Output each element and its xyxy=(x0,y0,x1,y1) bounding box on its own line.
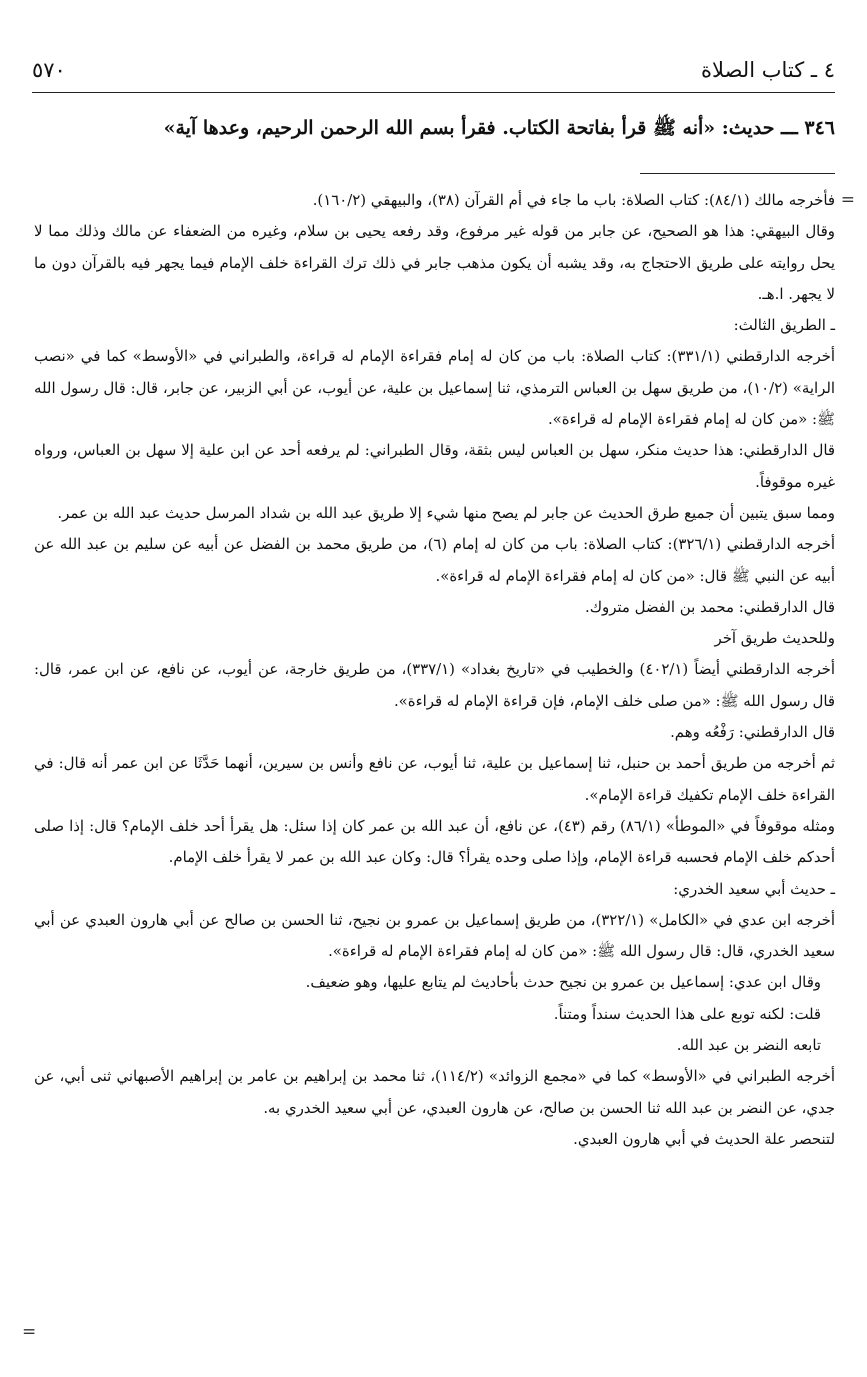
paragraph: قلت: لكنه توبع على هذا الحديث سنداً ومتناً. xyxy=(553,1004,821,1023)
paragraph: ثم أخرجه من طريق أحمد بن حنبل، ثنا إسماعيل بن علية، ثنا أيوب، عن نافع وأنس بن سيرين، أنهما حَدَّثَا عن ابن عمر أنه قال: في القراءة خلف الإمام تكفيك قراءة الإمام». xyxy=(34,754,835,804)
paragraph: فأخرجه مالك (٨٤/١): كتاب الصلاة: باب ما جاء في أم القرآن (٣٨)، والبيهقي (١٦٠/٢). xyxy=(312,191,835,209)
chapter-title: ٤ ـ كتاب الصلاة xyxy=(701,58,835,82)
page-number: ٥٧٠ xyxy=(32,58,66,82)
continuation-mark-bottom: = xyxy=(22,1322,37,1342)
section-heading: ـ حديث أبي سعيد الخدري: xyxy=(673,879,835,898)
footnote-body xyxy=(34,185,835,1155)
header-rule xyxy=(32,92,835,93)
paragraph: تابعه النضر بن عبد الله. xyxy=(676,1036,821,1055)
paragraph: وقال البيهقي: هذا هو الصحيح، عن جابر من قوله غير مرفوع، وقد رفعه يحيى بن سلام، وغيره من الضعفاء عن مالك وذلك مما لا يحل روايته على طريق الاحتجاج به، وقد يشبه أن يكون مذهب جابر في ذلك ترك القراءة خلف الإمام فيما يجهر فيه بالقرآن دون ما لا يجهر. ا.هـ. xyxy=(34,222,835,303)
paragraph: أخرجه الدارقطني أيضاً (٤٠٢/١) والخطيب في «تاريخ بغداد» (٣٣٧/١)، من طريق خارجة، عن أيوب، عن نافع، عن ابن عمر، قال: قال رسول الله ﷺ: «من صلى خلف الإمام، فإن قراءة الإمام له قراءة». xyxy=(34,660,836,710)
page-header xyxy=(32,50,835,90)
continuation-mark-top: = xyxy=(840,190,855,210)
paragraph: ومما سبق يتبين أن جميع طرق الحديث عن جابر لم يصح منها شيء إلا طريق عبد الله بن شداد المرسل حديث عبد الله بن عمر. xyxy=(57,503,835,522)
paragraph: قال الدارقطني: هذا حديث منكر، سهل بن العباس ليس بثقة، وقال الطبراني: لم يرفعه أحد عن ابن علية إلا سهل بن العباس، ورواه غيره موقوفاً. xyxy=(34,441,835,491)
paragraph: وللحديث طريق آخر xyxy=(714,629,835,648)
paragraph: وقال ابن عدي: إسماعيل بن عمرو بن نجيح حدث بأحاديث لم يتابع عليها، وهو ضعيف. xyxy=(305,973,821,992)
paragraph: ومثله موقوفاً في «الموطأ» (٨٦/١) رقم (٤٣)، عن نافع، أن عبد الله بن عمر كان إذا سئل: هل يقرأ أحد خلف الإمام؟ قال: إذا صلى أحدكم خلف الإمام فحسبه قراءة الإمام، وإذا صلى وحده يقرأ؟ قال: وكان عبد الله بن عمر لا يقرأ خلف الإمام. xyxy=(34,816,835,867)
paragraph: أخرجه الدارقطني (٣٣١/١): كتاب الصلاة: باب من كان له إمام فقراءة الإمام له قراءة، والطبراني في «الأوسط» كما في «نصب الراية» (١٠/٢)، من طريق سهل بن العباس الترمذي، ثنا إسماعيل بن علية، عن أيوب، عن أبي الزبير، عن جابر، قال: قال رسول الله ﷺ: «من كان له إمام فقراءة الإمام له قراءة». xyxy=(34,347,836,429)
section-heading: ـ الطريق الثالث: xyxy=(733,316,835,335)
paragraph: أخرجه ابن عدي في «الكامل» (٣٢٢/١)، من طريق إسماعيل بن عمرو بن نجيح، ثنا الحسن بن صالح عن أبي هارون العبدي عن أبي سعيد الخدري، قال: قال رسول الله ﷺ: «من كان له إمام فقراءة الإمام له قراءة». xyxy=(34,910,835,961)
paragraph: أخرجه الدارقطني (٣٢٦/١): كتاب الصلاة: باب من كان له إمام (٦)، من طريق محمد بن الفضل عن أبيه عن سليم بن عبد الله عن أبيه عن النبي ﷺ قال: «من كان له إمام فقراءة الإمام له قراءة». xyxy=(34,535,836,585)
paragraph: قال الدارقطني: محمد بن الفضل متروك. xyxy=(585,597,835,616)
footnote-separator xyxy=(640,173,835,174)
hadith-heading: ٣٤٦ ـــ حديث: «أنه ﷺ قرأ بفاتحة الكتاب. فقرأ بسم الله الرحمن الرحيم، وعدها آية» xyxy=(163,117,835,139)
paragraph: قال الدارقطني: رَفْعُه وهم. xyxy=(670,723,835,742)
paragraph: أخرجه الطبراني في «الأوسط» كما في «مجمع الزوائد» (١١٤/٢)، ثنا محمد بن إبراهيم بن عامر بن إبراهيم الأصبهاني ثنى أبي، عن جدي، عن النضر بن عبد الله ثنا الحسن بن صالح، عن هارون العبدي، عن أبي سعيد الخدري به. xyxy=(34,1067,835,1117)
paragraph: لتنحصر علة الحديث في أبي هارون العبدي. xyxy=(573,1129,835,1148)
